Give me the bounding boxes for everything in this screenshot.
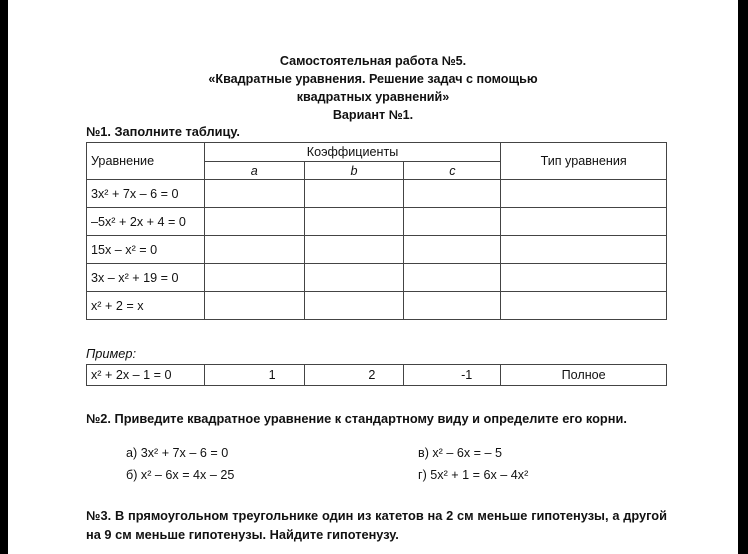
coefficients-table — [86, 142, 667, 320]
answer-cell — [204, 236, 304, 264]
answer-cell — [501, 180, 667, 208]
answer-cell — [304, 180, 404, 208]
answer-cell — [404, 292, 501, 320]
task3-text: №3. В прямоугольном треугольнике один из катетов на 2 см меньше гипотенузы, а другой на 9 см меньше гипотенузы. Найдите гипотенузу. — [86, 508, 667, 542]
table-row-equation: x² + 2 = x — [87, 292, 205, 320]
answer-cell — [204, 208, 304, 236]
task1-title: №1. Заполните таблицу. — [86, 124, 240, 139]
answer-cell — [501, 236, 667, 264]
answer-cell — [404, 236, 501, 264]
example-a: 1 — [204, 365, 304, 386]
header-a: a — [204, 162, 304, 180]
example-table — [86, 364, 667, 386]
answer-cell — [204, 292, 304, 320]
answer-cell — [404, 208, 501, 236]
table-row-equation: 15x – x² = 0 — [87, 236, 205, 264]
table-row-equation: 3x² + 7x – 6 = 0 — [87, 180, 205, 208]
answer-cell — [404, 180, 501, 208]
answer-cell — [204, 180, 304, 208]
answer-cell — [501, 208, 667, 236]
answer-cell — [501, 264, 667, 292]
task2-item-b: б) x² – 6x = 4x – 25 — [126, 468, 235, 482]
answer-cell — [304, 264, 404, 292]
task2-title: №2. Приведите квадратное уравнение к стандартному виду и определите его корни. — [86, 411, 627, 426]
example-type: Полное — [501, 365, 667, 386]
header-coefficients: Коэффициенты — [204, 143, 500, 162]
table-row-equation: –5x² + 2x + 4 = 0 — [87, 208, 205, 236]
header-c: c — [404, 162, 501, 180]
task2-item-v: в) x² – 6x = – 5 — [418, 446, 503, 460]
worksheet-page — [8, 0, 738, 554]
example-equation: x² + 2x – 1 = 0 — [87, 365, 205, 386]
answer-cell — [204, 264, 304, 292]
worksheet-header — [8, 52, 738, 124]
header-line-4: Вариант №1. — [332, 108, 414, 122]
example-c: -1 — [404, 365, 501, 386]
answer-cell — [404, 264, 501, 292]
answer-cell — [501, 292, 667, 320]
header-line-3: квадратных уравнений» — [296, 90, 450, 104]
task2-item-g: г) 5x² + 1 = 6x – 4x² — [418, 468, 529, 482]
header-type: Тип уравнения — [501, 143, 667, 180]
example-b: 2 — [304, 365, 404, 386]
example-label: Пример: — [86, 346, 137, 361]
answer-cell — [304, 236, 404, 264]
header-line-1: Самостоятельная работа №5. — [279, 54, 467, 68]
table-row-equation: 3x – x² + 19 = 0 — [87, 264, 205, 292]
task2-item-a: а) 3x² + 7x – 6 = 0 — [126, 446, 229, 460]
answer-cell — [304, 208, 404, 236]
answer-cell — [304, 292, 404, 320]
header-line-2: «Квадратные уравнения. Решение задач с помощью — [208, 72, 538, 86]
header-b: b — [304, 162, 404, 180]
header-equation: Уравнение — [87, 143, 205, 180]
